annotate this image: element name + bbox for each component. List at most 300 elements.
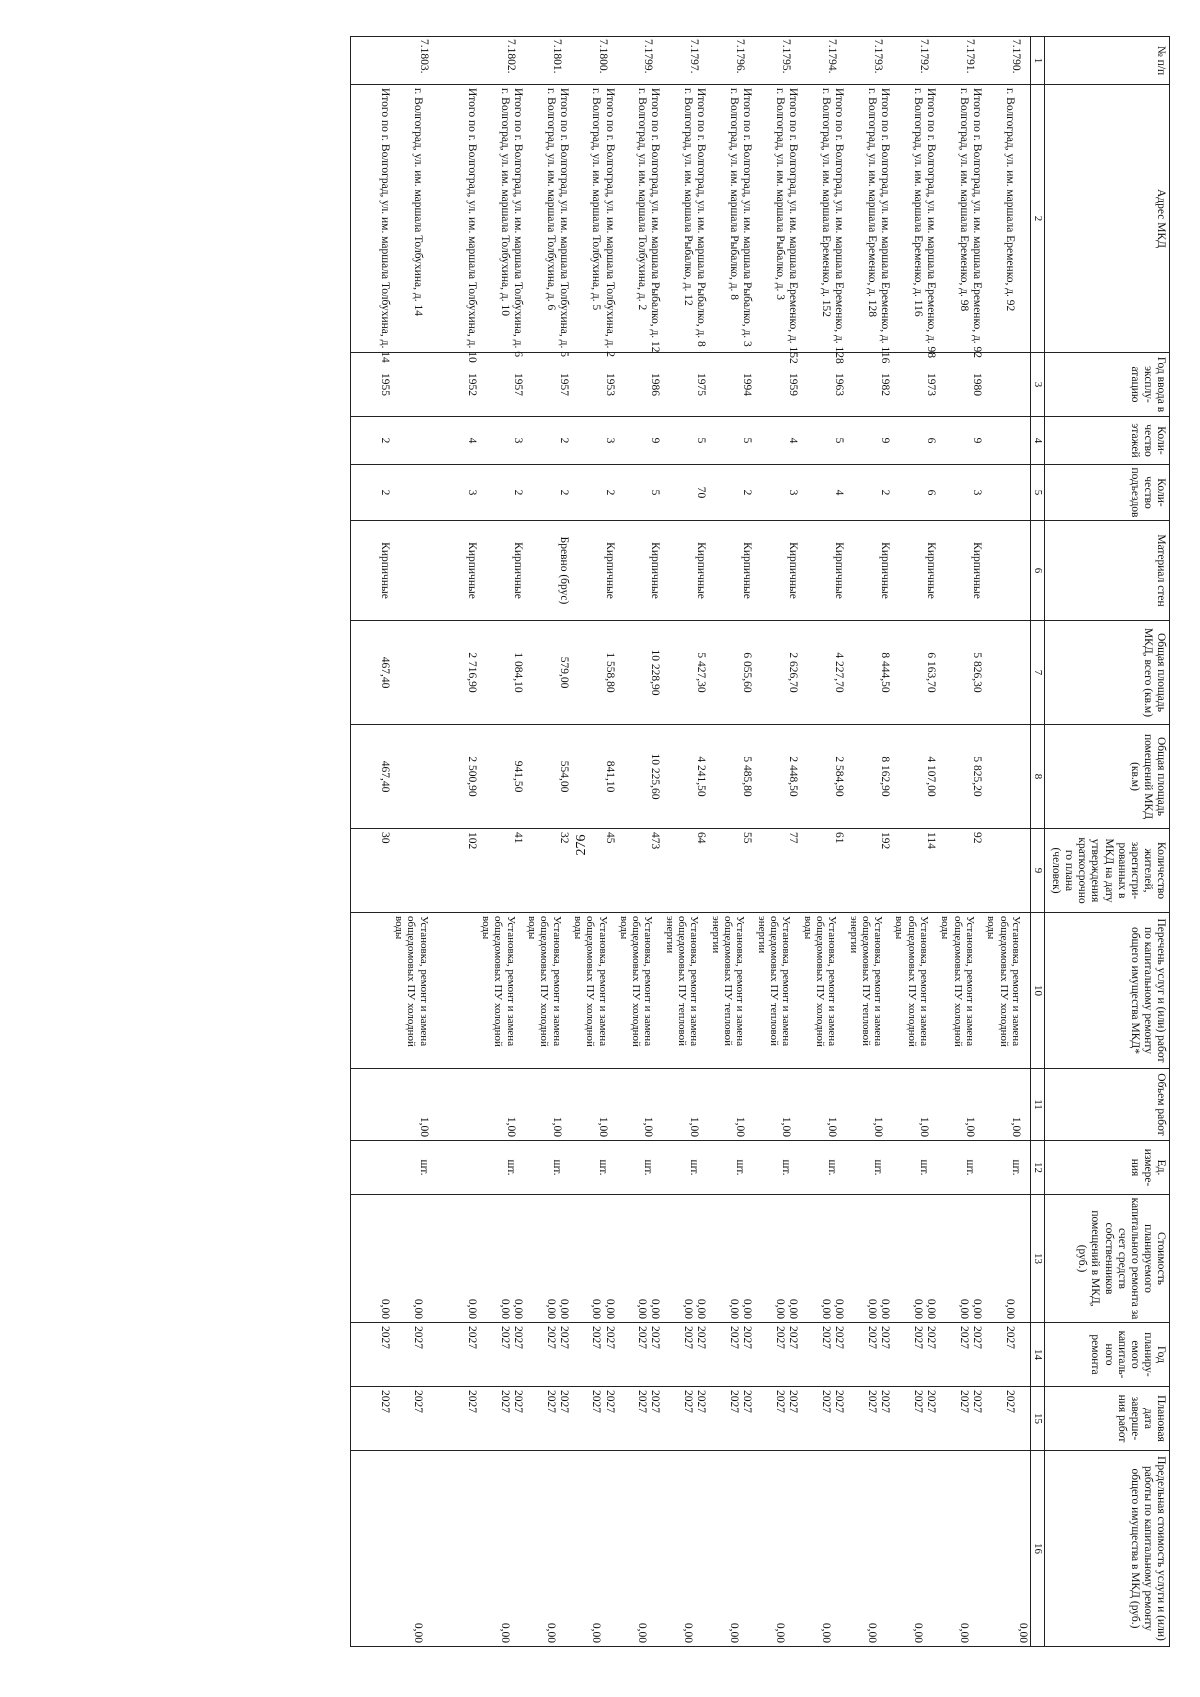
house-address: г. Волгоград, ул. им. маршала Толбухина, д. 14 (411, 88, 424, 316)
end-date-next: 2027 (912, 1390, 925, 1413)
entrances-count-cell (617, 465, 663, 521)
owner-cost-next: 0,00 (728, 1298, 741, 1319)
year-built: 1986 (649, 373, 662, 396)
premises-area-cell (892, 725, 938, 829)
limit-cost-next: 0,00 (728, 1622, 741, 1643)
end-date-next: 2027 (590, 1390, 603, 1413)
work-volume: 1,00 (734, 1116, 747, 1137)
total-address: Итого по г. Волгоград, ул. им. маршала Рыбалко, д. 3 (741, 88, 754, 347)
owner-cost-cell (525, 1195, 571, 1323)
end-date: 2027 (649, 1390, 662, 1413)
house-address: г. Волгоград, ул. им. маршала Рыбалко, д. 3 (774, 88, 787, 301)
wall-material-cell (892, 521, 938, 621)
residents-count-cell (663, 829, 709, 913)
limit-cost-cell (479, 1451, 525, 1647)
unit-cell (800, 1141, 846, 1195)
owner-cost-next: 0,00 (544, 1298, 557, 1319)
row-number-cell (892, 37, 938, 85)
floors-count-cell (438, 417, 479, 465)
wall-material-cell (800, 521, 846, 621)
wall-material: Кирпичные (649, 542, 662, 599)
limit-cost-cell (892, 1451, 938, 1647)
limit-cost-cell (754, 1451, 800, 1647)
column-header: Предельная стоимость услуги и (или) работы по капитальному ремонту общего имущества в МКД (руб.) (1045, 1451, 1170, 1647)
owner-cost-next: 0,00 (866, 1298, 879, 1319)
work-volume-cell (663, 1069, 709, 1141)
address-cell (663, 85, 709, 353)
measure-unit: шт. (918, 1159, 931, 1176)
owner-cost (1016, 1198, 1029, 1319)
limit-cost-cell (800, 1451, 846, 1647)
house-address: г. Волгоград, ул. им. маршала Еременко, д. 128 (866, 88, 879, 318)
total-address: Итого по г. Волгоград, ул. им. маршала Толбухина, д. 5 (557, 88, 570, 357)
row-number-cell (938, 37, 984, 85)
work-volume-cell (938, 1069, 984, 1141)
premises-area: 5 825,20 (971, 756, 984, 797)
plan-year-next: 2027 (544, 1326, 557, 1349)
year-built-cell (938, 353, 984, 417)
limit-cost (557, 1454, 570, 1643)
plan-year: 2027 (695, 1326, 708, 1349)
work-volume-cell (617, 1069, 663, 1141)
owner-cost-cell (800, 1195, 846, 1323)
limit-cost-next: 0,00 (912, 1622, 925, 1643)
premises-area: 4 241,50 (695, 756, 708, 797)
premises-area: 10 225,60 (649, 753, 662, 800)
year-built: 1963 (833, 373, 846, 396)
end-date-cell (708, 1387, 754, 1451)
column-number: 13 (1031, 1195, 1045, 1323)
end-date-next: 2027 (866, 1390, 879, 1413)
header-row (1045, 37, 1170, 1647)
entrances-count: 6 (925, 489, 938, 496)
work-volume: 1,00 (688, 1116, 701, 1137)
plan-year-next: 2027 (498, 1326, 511, 1349)
plan-year (424, 1326, 437, 1383)
limit-cost-next: 0,00 (411, 1622, 424, 1643)
plan-year-next: 2027 (820, 1326, 833, 1349)
entrances-count: 3 (787, 489, 800, 496)
limit-cost (740, 1454, 753, 1643)
end-date-next: 2027 (544, 1390, 557, 1413)
end-date: 2027 (971, 1390, 984, 1413)
unit-cell (571, 1141, 617, 1195)
column-header: Год ввода в эксплу-атацию (1045, 353, 1170, 417)
entrances-count: 3 (465, 489, 478, 496)
page-number: 276 (574, 834, 589, 856)
year-built: 1973 (925, 373, 938, 396)
measure-unit: шт. (964, 1159, 977, 1176)
column-number: 2 (1031, 85, 1045, 353)
owner-cost-cell (479, 1195, 525, 1323)
total-area-cell (846, 621, 892, 725)
house-address: г. Волгоград, ул. им. маршала Толбухина, д. 2 (636, 88, 649, 311)
wall-material: Кирпичные (603, 542, 616, 599)
entrances-count-cell (350, 465, 392, 521)
plan-year-cell (525, 1323, 571, 1387)
floors-count-cell (800, 417, 846, 465)
end-date-cell (663, 1387, 709, 1451)
owner-cost: 0,00 (925, 1298, 938, 1319)
year-built-cell (892, 353, 938, 417)
end-date-next (365, 1390, 378, 1447)
limit-cost (970, 1454, 983, 1643)
repair-plan-table (350, 36, 1170, 1647)
work-volume-cell (754, 1069, 800, 1141)
work-list-cell (525, 913, 571, 1069)
entrances-count-cell (754, 465, 800, 521)
work-description: Установка, ремонт и замена общедомовых ПУ тепловой энергии (847, 916, 885, 1047)
unit-cell (617, 1141, 663, 1195)
measure-unit: шт. (872, 1159, 885, 1176)
owner-cost-cell (846, 1195, 892, 1323)
column-number: 14 (1031, 1323, 1045, 1387)
owner-cost-next (452, 1198, 465, 1319)
residents-count: 102 (465, 832, 478, 850)
residents-count: 192 (879, 832, 892, 850)
row-number-cell (525, 37, 571, 85)
plan-year: 2027 (649, 1326, 662, 1349)
floors-count-cell (754, 417, 800, 465)
plan-year-next (452, 1326, 465, 1383)
entrances-count: 70 (695, 486, 708, 499)
wall-material-cell (984, 521, 1030, 621)
work-list-cell (754, 913, 800, 1069)
column-header: Стоимость планируемого капитального ремонта за счет средств собственников помещений в МКД, (руб.) (1045, 1195, 1170, 1323)
year-built: 1994 (741, 373, 754, 396)
wall-material-cell (479, 521, 525, 621)
total-area: 6 055,60 (741, 652, 754, 693)
year-built-cell (663, 353, 709, 417)
column-number: 8 (1031, 725, 1045, 829)
limit-cost (648, 1454, 661, 1643)
end-date-cell (350, 1387, 392, 1451)
residents-count-cell (525, 829, 571, 913)
owner-cost: 0,00 (465, 1298, 478, 1319)
end-date: 2027 (378, 1390, 391, 1413)
owner-cost-cell (708, 1195, 754, 1323)
owner-cost-next: 0,00 (774, 1298, 787, 1319)
work-list-cell (392, 913, 438, 1069)
wall-material-cell (663, 521, 709, 621)
entrances-count: 2 (603, 489, 616, 496)
end-date: 2027 (741, 1390, 754, 1413)
wall-material: Кирпичные (833, 542, 846, 599)
work-list-cell (800, 913, 846, 1069)
premises-area-cell (663, 725, 709, 829)
limit-cost (924, 1454, 937, 1643)
limit-cost (602, 1454, 615, 1643)
limit-cost-cell (617, 1451, 663, 1647)
residents-count-cell (479, 829, 525, 913)
measure-unit: шт. (780, 1159, 793, 1176)
limit-cost-cell (438, 1451, 479, 1647)
total-area: 4 227,70 (833, 652, 846, 693)
house-address: г. Волгоград, ул. им. маршала Толбухина, д. 10 (498, 88, 511, 316)
entrances-count-cell (438, 465, 479, 521)
limit-cost (511, 1454, 524, 1643)
work-volume: 1,00 (780, 1116, 793, 1137)
work-volume-cell (708, 1069, 754, 1141)
premises-area-cell (984, 725, 1030, 829)
house-address (365, 88, 378, 349)
total-area-cell (984, 621, 1030, 725)
plan-year: 2027 (787, 1326, 800, 1349)
limit-cost (378, 1454, 391, 1643)
plan-year-next: 2027 (912, 1326, 925, 1349)
total-area: 2 716,90 (465, 652, 478, 693)
table-row (438, 37, 479, 1647)
table-body (350, 37, 1030, 1647)
address-cell (892, 85, 938, 359)
plan-year: 2027 (879, 1326, 892, 1349)
column-header: Общая площадь помещений МКД (кв.м) (1045, 725, 1170, 829)
work-volume: 1,00 (550, 1116, 563, 1137)
plan-year-cell (663, 1323, 709, 1387)
table-row (571, 37, 617, 1647)
entrances-count-cell (571, 465, 617, 521)
floors-count: 5 (833, 437, 846, 444)
plan-year-cell (350, 1323, 392, 1387)
row-number-cell (663, 37, 709, 85)
wall-material-cell (571, 521, 617, 621)
entrances-count-cell (984, 465, 1030, 521)
measure-unit: шт. (688, 1159, 701, 1176)
work-volume-cell (525, 1069, 571, 1141)
entrances-count: 3 (971, 489, 984, 496)
plan-year-next: 2027 (866, 1326, 879, 1349)
floors-count-cell (892, 417, 938, 465)
column-header: Количество жителей, зарегистри-рованных в МКД на дату утверждения краткосрочно го плана (человек) (1045, 829, 1170, 913)
wall-material-cell (392, 521, 438, 621)
owner-cost: 0,00 (378, 1298, 391, 1319)
owner-cost-next: 0,00 (1003, 1298, 1016, 1319)
floors-count: 6 (925, 437, 938, 444)
end-date-cell (846, 1387, 892, 1451)
column-number: 7 (1031, 621, 1045, 725)
column-number: 1 (1031, 37, 1045, 85)
row-number-cell (350, 37, 392, 85)
end-date-cell (392, 1387, 438, 1451)
wall-material: Кирпичные (971, 542, 984, 599)
year-built: 1959 (787, 373, 800, 396)
wall-material: Кирпичные (378, 542, 391, 599)
work-volume-cell (892, 1069, 938, 1141)
entrances-count: 2 (511, 489, 524, 496)
column-header: Объем работ (1045, 1069, 1170, 1141)
table-row (663, 37, 709, 1647)
table-row (754, 37, 800, 1647)
unit-cell (479, 1141, 525, 1195)
wall-material-cell (938, 521, 984, 621)
total-area: 10 228,90 (649, 649, 662, 696)
residents-count-cell (984, 829, 1030, 913)
total-address: Итого по г. Волгоград, ул. им. маршала Еременко, д. 128 (833, 88, 846, 364)
measure-unit: шт. (504, 1159, 517, 1176)
address-cell (525, 85, 571, 357)
plan-year-next: 2027 (728, 1326, 741, 1349)
work-list-cell (663, 913, 709, 1069)
column-header: Перечень услуг и (или) работ по капитальному ремонту общего имущества МКД* (1045, 913, 1170, 1069)
residents-count: 55 (741, 832, 754, 844)
owner-cost: 0,00 (879, 1298, 892, 1319)
work-volume: 1,00 (1010, 1116, 1022, 1137)
plan-year-cell (754, 1323, 800, 1387)
limit-cost-next: 0,00 (636, 1622, 649, 1643)
plan-year: 2027 (557, 1326, 570, 1349)
premises-area-cell (350, 725, 392, 829)
row-number: 7.1792. (918, 39, 931, 74)
work-list-cell (617, 913, 663, 1069)
end-date-next: 2027 (774, 1390, 787, 1413)
total-area-cell (754, 621, 800, 725)
work-volume-cell (571, 1069, 617, 1141)
limit-cost (832, 1454, 845, 1643)
entrances-count-cell (663, 465, 709, 521)
wall-material: Кирпичные (511, 542, 524, 599)
column-header: Общая площадь МКД, всего (кв.м) (1045, 621, 1170, 725)
residents-count-cell (754, 829, 800, 913)
plan-year: 2027 (511, 1326, 524, 1349)
total-area: 1 084,10 (511, 652, 524, 693)
unit-cell (984, 1141, 1030, 1195)
row-number-cell (984, 37, 1030, 85)
premises-area: 2 500,90 (465, 756, 478, 797)
unit-cell (525, 1141, 571, 1195)
total-address: Итого по г. Волгоград, ул. им. маршала Еременко, д. 152 (787, 88, 800, 364)
total-area-cell (708, 621, 754, 725)
plan-year: 2027 (603, 1326, 616, 1349)
address-cell (438, 85, 479, 363)
residents-count: 61 (833, 832, 846, 844)
work-description: Установка, ремонт и замена общедомовых ПУ холодной воды (939, 916, 977, 1047)
limit-cost-cell (350, 1451, 392, 1647)
year-built-cell (392, 353, 438, 417)
row-number-cell (392, 37, 438, 85)
floors-count: 5 (741, 437, 754, 444)
limit-cost-next: 0,00 (820, 1622, 833, 1643)
total-address (1016, 88, 1029, 349)
total-area: 579,00 (557, 656, 570, 689)
limit-cost (786, 1454, 799, 1643)
end-date-cell (938, 1387, 984, 1451)
column-header: Коли-чество подъездов (1045, 465, 1170, 521)
limit-cost-next: 0,00 (590, 1622, 603, 1643)
year-built: 1975 (695, 373, 708, 396)
row-number: 7.1801. (550, 39, 563, 74)
premises-area: 467,40 (378, 760, 391, 793)
column-number: 16 (1031, 1451, 1045, 1647)
premises-area: 8 162,90 (879, 756, 892, 797)
column-number: 4 (1031, 417, 1045, 465)
work-volume-cell (479, 1069, 525, 1141)
limit-cost (694, 1454, 707, 1643)
end-date-next: 2027 (636, 1390, 649, 1413)
entrances-count-cell (479, 465, 525, 521)
limit-cost-next: 0,00 (866, 1622, 879, 1643)
owner-cost: 0,00 (557, 1298, 570, 1319)
limit-cost-cell (663, 1451, 709, 1647)
measure-unit: шт. (1010, 1159, 1022, 1176)
owner-cost: 0,00 (603, 1298, 616, 1319)
work-volume: 1,00 (596, 1116, 609, 1137)
floors-count-cell (479, 417, 525, 465)
work-list-cell (938, 913, 984, 1069)
work-description: Установка, ремонт и замена общедомовых ПУ холодной воды (617, 916, 655, 1047)
plan-year-cell (617, 1323, 663, 1387)
wall-material-cell (350, 521, 392, 621)
floors-count: 9 (649, 437, 662, 444)
total-address: Итого по г. Волгоград, ул. им. маршала Еременко, д. 98 (925, 88, 938, 359)
plan-year-next (365, 1326, 378, 1383)
residents-count: 45 (603, 832, 616, 844)
entrances-count-cell (800, 465, 846, 521)
residents-count: 32 (557, 832, 570, 844)
plan-year: 2027 (833, 1326, 846, 1349)
unit-cell (754, 1141, 800, 1195)
entrances-count-cell (892, 465, 938, 521)
wall-material-cell (708, 521, 754, 621)
floors-count-cell (663, 417, 709, 465)
limit-cost-cell (525, 1451, 571, 1647)
table-row (525, 37, 571, 1647)
house-address: г. Волгоград, ул. им. маршала Еременко, д. 152 (820, 88, 833, 318)
premises-area-cell (525, 725, 571, 829)
floors-count-cell (708, 417, 754, 465)
limit-cost-next (365, 1454, 378, 1643)
floors-count: 2 (557, 437, 570, 444)
plan-year-cell (708, 1323, 754, 1387)
house-address: г. Волгоград, ул. им. маршала Еременко, д. 92 (1003, 88, 1016, 312)
premises-area-cell (571, 725, 617, 829)
total-area-cell (350, 621, 392, 725)
address-cell (754, 85, 800, 364)
plan-year: 2027 (465, 1326, 478, 1349)
total-address (424, 88, 437, 349)
row-number: 7.1802. (504, 39, 517, 74)
work-description: Установка, ремонт и замена общедомовых ПУ холодной воды (893, 916, 931, 1047)
year-built-cell (617, 353, 663, 417)
floors-count-cell (525, 417, 571, 465)
entrances-count-cell (708, 465, 754, 521)
column-header: Коли-чество этажей (1045, 417, 1170, 465)
row-number: 7.1797. (688, 39, 701, 74)
column-header: Материал стен (1045, 521, 1170, 621)
limit-cost-next (1003, 1454, 1016, 1643)
row-number-cell (479, 37, 525, 85)
address-cell (617, 85, 663, 353)
row-number-cell (617, 37, 663, 85)
end-date-next: 2027 (1003, 1390, 1016, 1413)
floors-count: 3 (511, 437, 524, 444)
work-volume: 1,00 (918, 1116, 931, 1137)
total-address: Итого по г. Волгоград, ул. им. маршала Рыбалко, д. 8 (695, 88, 708, 347)
residents-count-cell (350, 829, 392, 913)
limit-cost-cell (571, 1451, 617, 1647)
entrances-count: 2 (879, 489, 892, 496)
floors-count-cell (617, 417, 663, 465)
residents-count: 77 (787, 832, 800, 844)
limit-cost-next (452, 1454, 465, 1643)
plan-year: 2027 (971, 1326, 984, 1349)
plan-year: 2027 (925, 1326, 938, 1349)
unit-cell (350, 1141, 392, 1195)
measure-unit: шт. (596, 1159, 609, 1176)
owner-cost: 0,00 (787, 1298, 800, 1319)
total-area: 467,40 (378, 656, 391, 689)
premises-area: 941,50 (511, 760, 524, 793)
owner-cost-next: 0,00 (590, 1298, 603, 1319)
